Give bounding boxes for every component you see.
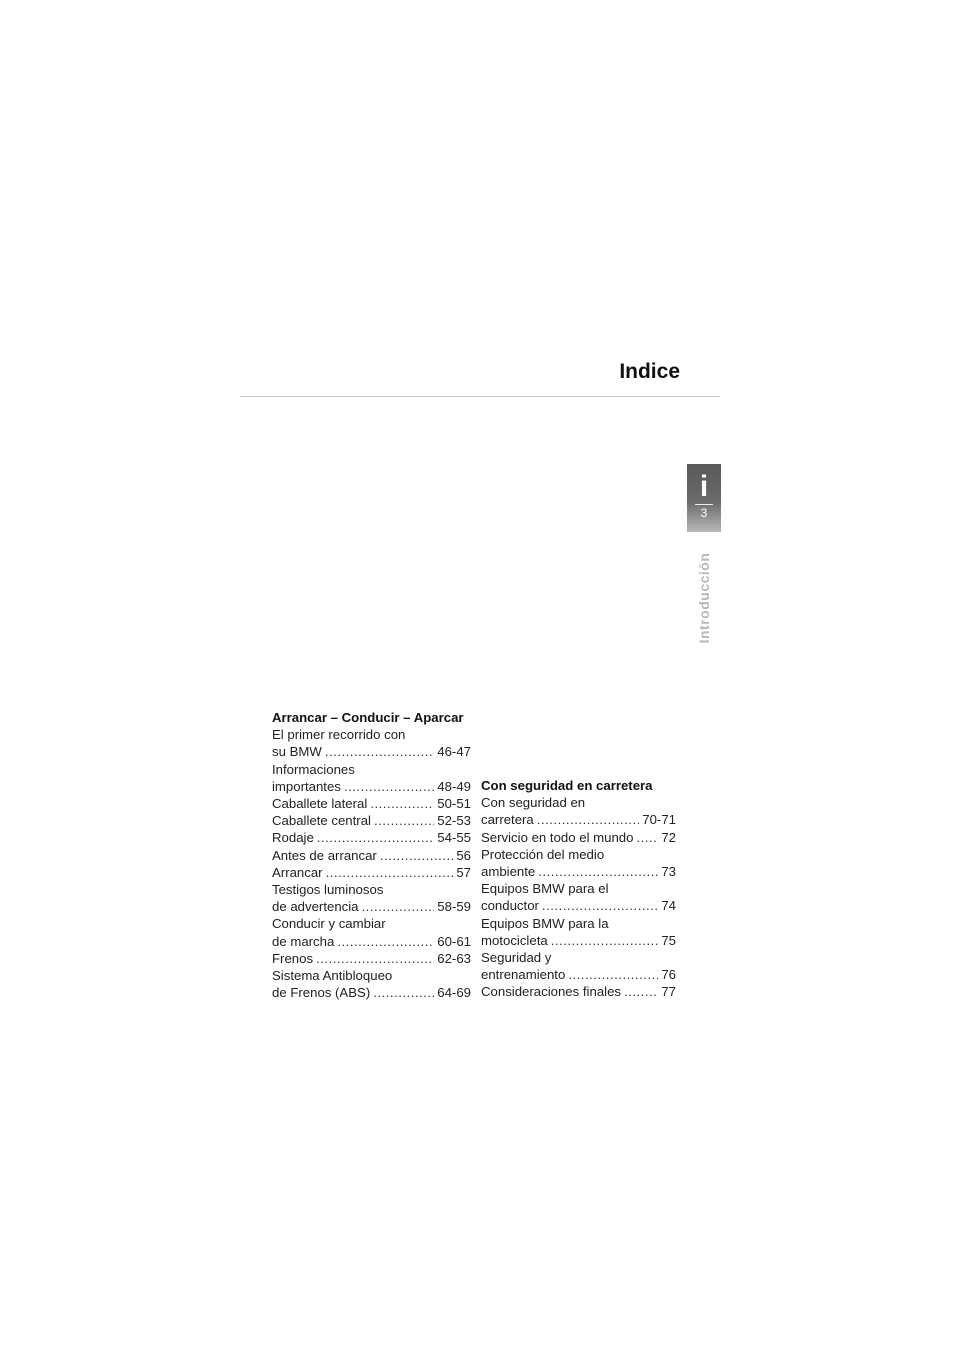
dot-leader [337, 933, 434, 950]
toc-entry-page: 77 [661, 984, 676, 1000]
dot-leader [325, 743, 434, 760]
dot-leader [624, 983, 658, 1000]
toc-entry[interactable] [272, 950, 471, 967]
toc-heading: Con seguridad en carretera [481, 778, 653, 793]
toc-entry[interactable] [272, 847, 471, 864]
dot-leader [370, 795, 434, 812]
section-side-label: Introducción [696, 552, 712, 644]
dot-leader [344, 778, 434, 795]
toc-entry[interactable] [272, 778, 471, 795]
toc-entry-line: Equipos BMW para la [481, 915, 609, 931]
toc-entry-label: de advertencia [272, 899, 359, 915]
toc-entry-label: Frenos [272, 950, 314, 966]
dot-leader [537, 811, 639, 828]
info-i-icon: i [699, 470, 709, 503]
toc-entry[interactable] [481, 811, 676, 828]
toc-entry-label: conductor [481, 898, 539, 914]
dot-leader [380, 847, 454, 864]
toc-entry-page: 64-69 [437, 985, 471, 1001]
toc-entry-page: 75 [661, 932, 676, 948]
toc-entry-page: 60-61 [437, 933, 471, 949]
toc-entry-label: Consideraciones finales [481, 984, 622, 1000]
toc-entry-label: Caballete central [272, 813, 371, 829]
toc-entry-page: 52-53 [437, 813, 471, 829]
toc-entry-page: 50-51 [437, 796, 471, 812]
toc-entry[interactable] [481, 897, 676, 914]
toc-entry-page: 58-59 [437, 899, 471, 915]
toc-entry-label: carretera [481, 812, 534, 828]
toc-entry[interactable] [272, 743, 471, 760]
toc-entry-line: Equipos BMW para el [481, 881, 609, 897]
dot-leader [362, 898, 435, 915]
toc-entry-line: Informaciones [272, 761, 355, 777]
toc-entry-page: 70-71 [642, 812, 676, 828]
toc-entry-label: importantes [272, 778, 341, 794]
toc-entry-label: Antes de arrancar [272, 847, 377, 863]
dot-leader [374, 812, 434, 829]
toc-entry-page: 74 [661, 898, 676, 914]
toc-entry-page: 48-49 [437, 778, 471, 794]
toc-entry-label: su BMW [272, 744, 322, 760]
toc-entry[interactable] [481, 932, 676, 949]
page-title: Indice [619, 360, 680, 383]
toc-column-right [481, 777, 676, 1001]
toc-entry-page: 72 [661, 829, 676, 845]
dot-leader [551, 932, 659, 949]
toc-entry-page: 57 [456, 864, 471, 880]
toc-entry-page: 46-47 [437, 744, 471, 760]
toc-entry[interactable] [272, 898, 471, 915]
toc-entry-label: Arrancar [272, 864, 323, 880]
toc-entry-label: Servicio en todo el mundo [481, 829, 634, 845]
toc-entry[interactable] [481, 829, 676, 846]
toc-entry-label: ambiente [481, 864, 536, 880]
toc-entry-page: 73 [661, 864, 676, 880]
dot-leader [316, 950, 434, 967]
toc-entry-line: Sistema Antibloqueo [272, 968, 393, 984]
toc-heading: Arrancar – Conducir – Aparcar [272, 710, 464, 725]
chapter-tab [687, 464, 721, 532]
dot-leader [568, 966, 658, 983]
toc-entry[interactable] [272, 984, 471, 1001]
dot-leader [542, 897, 658, 914]
tab-divider [695, 504, 713, 505]
toc-entry[interactable] [272, 812, 471, 829]
toc-entry-label: Caballete lateral [272, 796, 368, 812]
toc-entry-page: 62-63 [437, 950, 471, 966]
toc-entry[interactable] [272, 933, 471, 950]
dot-leader [373, 984, 434, 1001]
toc-entry-page: 54-55 [437, 830, 471, 846]
toc-entry[interactable] [272, 795, 471, 812]
toc-entry[interactable] [481, 966, 676, 983]
toc-entry-line: Testigos luminosos [272, 882, 384, 898]
toc-entry-label: entrenamiento [481, 967, 566, 983]
toc-entry-line: El primer recorrido con [272, 727, 406, 743]
toc-entry-line: Conducir y cambiar [272, 916, 386, 932]
toc-entry-line: Con seguridad en [481, 795, 586, 811]
toc-entry-label: Rodaje [272, 830, 314, 846]
toc-entry-label: de marcha [272, 933, 335, 949]
toc-entry-page: 56 [456, 847, 471, 863]
page-number: 3 [700, 506, 708, 520]
dot-leader [538, 863, 658, 880]
title-divider [240, 396, 720, 397]
dot-leader [326, 864, 454, 881]
toc-entry-page: 76 [661, 967, 676, 983]
toc-entry[interactable] [481, 863, 676, 880]
toc-entry-line: Protección del medio [481, 846, 605, 862]
toc-entry-line: Seguridad y [481, 950, 552, 966]
toc-entry-label: de Frenos (ABS) [272, 985, 371, 1001]
toc-entry[interactable] [272, 829, 471, 846]
toc-entry[interactable] [272, 864, 471, 881]
dot-leader [636, 829, 658, 846]
toc-column-left [272, 709, 471, 1001]
toc-entry[interactable] [481, 983, 676, 1000]
dot-leader [317, 829, 434, 846]
toc-entry-label: motocicleta [481, 932, 548, 948]
